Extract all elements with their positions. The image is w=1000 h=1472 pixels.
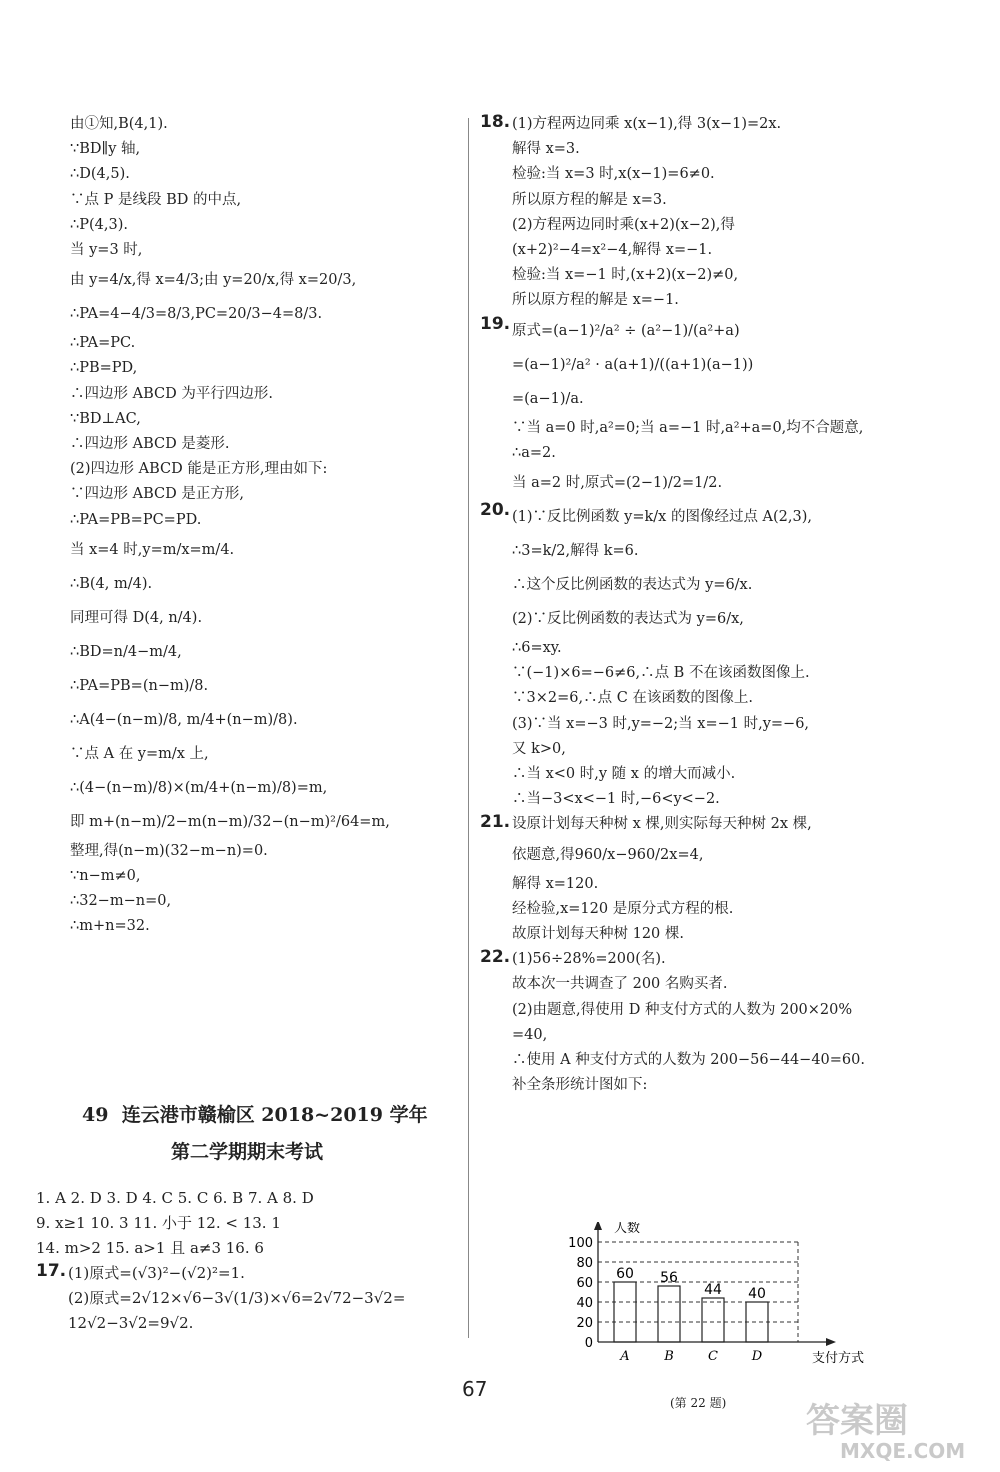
solution-line: ∴BD=n/4−m/4, [70, 643, 182, 660]
solution-line: ∵3×2=6,∴点 C 在该函数的图像上. [512, 690, 754, 707]
solution-line: ∵点 P 是线段 BD 的中点, [70, 191, 242, 208]
solution-line: ∴3=k/2,解得 k=6. [512, 543, 639, 560]
solution-line: ∴B(4, m/4). [70, 575, 153, 592]
answer-block [36, 1186, 466, 1336]
solution-line: ∴a=2. [512, 444, 556, 461]
solution-line: ∴使用 A 种支付方式的人数为 200−56−44−40=60. [512, 1052, 865, 1069]
solution-line: ∵n−m≠0, [70, 868, 141, 885]
solution-line: 解得 x=120. [512, 875, 599, 892]
section-number: 49 [82, 1104, 109, 1126]
solution-line: 检验:当 x=3 时,x(x−1)=6≠0. [512, 166, 715, 183]
solution-line: 故本次一共调查了 200 名购买者. [512, 976, 728, 993]
x-axis-arrow [826, 1338, 836, 1346]
solution-line: ∴PA=4−4/3=8/3,PC=20/3−4=8/3. [70, 306, 323, 323]
solution-line: ∴PA=PC. [70, 335, 136, 352]
solution-line: ∴A(4−(n−m)/8, m/4+(n−m)/8). [70, 711, 298, 728]
solution-line: 由①知,B(4,1). [70, 116, 168, 132]
question-22 [480, 947, 920, 1098]
question-number: 17. [36, 1261, 67, 1281]
x-tick-label: A [620, 1349, 630, 1364]
solution-line: ∵BD∥y 轴, [70, 141, 141, 158]
question-17 [36, 1261, 466, 1336]
solution-line: 当 y=3 时, [70, 242, 143, 259]
right-column [480, 112, 920, 1098]
solution-line: 检验:当 x=−1 时,(x+2)(x−2)≠0, [512, 267, 739, 284]
bar [614, 1282, 636, 1342]
solution-line: 12√2−3√2=9√2. [68, 1314, 194, 1332]
svg-text:MXQE.COM: MXQE.COM [840, 1439, 966, 1463]
page-number: 67 [462, 1377, 488, 1401]
solution-line: ∴m+n=32. [70, 918, 150, 935]
solution-line: (2)由题意,得使用 D 种支付方式的人数为 200×20% [512, 1001, 853, 1018]
question-18 [480, 112, 920, 314]
solution-line: 当 a=2 时,原式=(2−1)/2=1/2. [512, 475, 723, 492]
left-column [70, 112, 465, 940]
data-label: 40 [748, 1286, 766, 1302]
solution-line: (2)四边形 ABCD 能是正方形,理由如下: [70, 461, 328, 478]
solution-line: (1)原式=(√3)²−(√2)²=1. [68, 1264, 245, 1282]
solution-line: ∴6=xy. [512, 640, 562, 657]
solution-line: ∵当 a=0 时,a²=0;当 a=−1 时,a²+a=0,均不合题意, [512, 419, 864, 436]
solution-line: (1)方程两边同乘 x(x−1),得 3(x−1)=2x. [512, 116, 782, 132]
solution-line: ∴PB=PD, [70, 360, 138, 377]
solution-line: ∴P(4,3). [70, 216, 128, 233]
solution-line: 同理可得 D(4, n/4). [70, 609, 203, 626]
y-tick-label: 0 [584, 1336, 593, 1351]
solution-line: =(a−1)²/a² · a(a+1)/((a+1)(a−1)) [512, 356, 754, 373]
x-axis-label: 支付方式 [812, 1351, 865, 1366]
solution-line: 补全条形统计图如下: [512, 1077, 648, 1094]
solution-line: ∴(4−(n−m)/8)×(m/4+(n−m)/8)=m, [70, 779, 328, 796]
solution-line: ∴四边形 ABCD 为平行四边形. [70, 385, 273, 402]
answer-line: 14. m>2 15. a>1 且 a≠3 16. 6 [36, 1239, 264, 1257]
solution-line: ∴PA=PB=(n−m)/8. [70, 677, 209, 694]
answer-line: 1. A 2. D 3. D 4. C 5. C 6. B 7. A 8. D [36, 1189, 314, 1207]
x-tick-label: B [664, 1349, 674, 1364]
solution-line: (1)56÷28%=200(名). [512, 951, 666, 968]
solution-line: 原式=(a−1)²/a² ÷ (a²−1)/(a²+a) [512, 322, 740, 339]
solution-line: 即 m+(n−m)/2−m(n−m)/32−(n−m)²/64=m, [70, 813, 390, 830]
column-divider [468, 118, 469, 1338]
data-label: 44 [704, 1282, 722, 1298]
data-label: 56 [660, 1270, 678, 1286]
question-21 [480, 812, 920, 947]
solution-line: (3)∵当 x=−3 时,y=−2;当 x=−1 时,y=−6, [512, 715, 810, 732]
watermark-logo [800, 1392, 990, 1464]
solution-line: 所以原方程的解是 x=−1. [512, 292, 679, 309]
question-20 [480, 500, 920, 812]
solution-line: 设原计划每天种树 x 棵,则实际每天种树 2x 棵, [512, 816, 812, 833]
solution-line: ∴32−m−n=0, [70, 893, 172, 910]
chart-caption: (第 22 题) [670, 1396, 727, 1410]
solution-line: ∴这个反比例函数的表达式为 y=6/x. [512, 577, 753, 594]
section-title-line1: 连云港市赣榆区 2018~2019 学年 [121, 1104, 428, 1126]
solution-line: ∴当−3<x<−1 时,−6<y<−2. [512, 791, 720, 808]
solution-line: ∴四边形 ABCD 是菱形. [70, 436, 230, 453]
question-number: 19. [480, 313, 511, 334]
solution-line: 经检验,x=120 是原分式方程的根. [512, 900, 734, 917]
solution-line: 所以原方程的解是 x=3. [512, 191, 667, 208]
question-number: 21. [480, 812, 511, 833]
solution-line: 解得 x=3. [512, 141, 580, 158]
x-tick-label: C [708, 1349, 718, 1364]
solution-line: (2)方程两边同时乘(x+2)(x−2),得 [512, 216, 735, 233]
solution-line: ∴当 x<0 时,y 随 x 的增大而减小. [512, 766, 736, 783]
svg-text:答案圈: 答案圈 [806, 1401, 908, 1441]
y-tick-label: 20 [576, 1316, 593, 1331]
solution-line: (x+2)²−4=x²−4,解得 x=−1. [512, 242, 713, 259]
y-tick-label: 80 [576, 1256, 593, 1271]
solution-line: ∵(−1)×6=−6≠6,∴点 B 不在该函数图像上. [512, 665, 810, 682]
answer-line: 9. x≥1 10. 3 11. 小于 12. < 13. 1 [36, 1214, 281, 1232]
bar [702, 1298, 724, 1342]
question-number: 18. [480, 112, 511, 132]
y-axis-label: 人数 [614, 1222, 641, 1236]
question-number: 22. [480, 947, 511, 968]
bar [658, 1286, 680, 1342]
solution-line: =(a−1)/a. [512, 390, 584, 407]
y-tick-label: 40 [576, 1296, 593, 1311]
bar [746, 1302, 768, 1342]
solution-line: 依题意,得960/x−960/2x=4, [512, 846, 704, 863]
solution-line: ∵BD⊥AC, [70, 410, 141, 427]
y-tick-label: 60 [576, 1276, 593, 1291]
y-tick-label: 100 [568, 1236, 593, 1251]
bar-chart [556, 1222, 876, 1390]
solution-line: 又 k>0, [512, 740, 566, 757]
solution-line: ∴PA=PB=PC=PD. [70, 511, 202, 528]
x-tick-label: D [751, 1349, 763, 1364]
question-19 [480, 314, 920, 500]
data-label: 60 [616, 1266, 634, 1282]
solution-line: 整理,得(n−m)(32−m−n)=0. [70, 842, 268, 859]
solution-line: ∴D(4,5). [70, 166, 130, 183]
solution-line: 当 x=4 时,y=m/x=m/4. [70, 541, 235, 558]
solution-line: (2)原式=2√12×√6−3√(1/3)×√6=2√72−3√2= [68, 1289, 406, 1307]
solution-line: (1)∵反比例函数 y=k/x 的图像经过点 A(2,3), [512, 509, 813, 526]
section-title [82, 1100, 428, 1164]
question-number: 20. [480, 500, 511, 521]
solution-line: ∵点 A 在 y=m/x 上, [70, 745, 209, 762]
solution-line: 故原计划每天种树 120 棵. [512, 926, 685, 943]
solution-line: =40, [512, 1026, 548, 1043]
solution-line: (2)∵反比例函数的表达式为 y=6/x, [512, 611, 744, 628]
solution-line: ∵四边形 ABCD 是正方形, [70, 486, 244, 503]
section-title-line2: 第二学期期末考试 [170, 1141, 323, 1163]
y-axis-arrow [594, 1222, 602, 1230]
solution-line: 由 y=4/x,得 x=4/3;由 y=20/x,得 x=20/3, [70, 272, 357, 289]
